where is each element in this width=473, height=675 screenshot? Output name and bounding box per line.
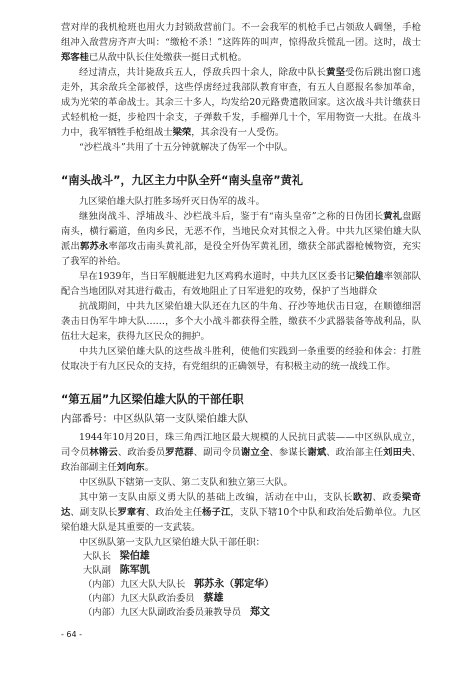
page-number: - 64 -	[61, 630, 83, 639]
cadre-roster	[61, 550, 421, 620]
paragraph: 九区梁伯雄大队打胜多场歼灭日伪军的战斗。	[79, 196, 265, 207]
paragraph: 中区纵队下辖第一支队、第二支队和独立第三大队。	[79, 477, 293, 488]
section-subtitle: 内部番号：中区纵队第一支队梁伯雄大队	[61, 413, 249, 425]
paragraph: 其中第一支队由原义勇大队的基础上改编，活动在中山，支队长欧初、政委梁奇达、副支队长罗章有、政治处主任杨子江，支队下辖10个中队和政治处后勤单位。九区梁伯雄大队是其重要的一支武装。	[61, 492, 421, 533]
section-heading: “第五届”九区梁伯雄大队的干部任职	[61, 393, 244, 406]
paragraph: 经过清点，共计毙敌兵五人，俘敌兵四十余人，除敌中队长黄坚受伤后跳出窗口逃走外，其余敌兵全部被俘，这些俘虏经过我部队教育审查，有五人自愿报名参加革命，成为光荣的革命战士。其余三十多人，均发给20元路费遣散回家。这次战斗共计缴获日式轻机枪一挺，步枪四十余支，子弹数千发，手榴弹几十个，军用物资一大批。在战斗力中，我军牺牲手枪组战士梁荣，其余没有一人受伤。	[61, 67, 421, 138]
roster-row: （内部）九区大队大队长 郭苏永（郭定华）	[83, 579, 275, 590]
document-page	[61, 20, 421, 620]
paragraph: 抗战期间，中共九区梁伯雄大队还在九区的牛角、孖沙等地伏击日寇，在顺德细滘袭击日伪军牛坤大队……，多个大小战斗都获得全胜，缴获不少武器装备等战利品，队伍壮大起来，获得九区民众的拥护。	[61, 301, 421, 342]
paragraph: 早在1939年，当日军舰艇进犯九区鸡鸦水道时，中共九区区委书记梁伯雄率领部队配合当地团队对其进行截击，有效地阻止了日军进犯的攻势，保护了当地群众	[61, 271, 421, 297]
roster-row: （内部）九区大队副政治委员兼教导员 郑文	[83, 607, 270, 618]
roster-row: 大队副 陈军凯	[83, 565, 150, 576]
paragraph: 中区纵队第一支队九区梁伯雄大队干部任职：	[79, 537, 265, 548]
paragraph: 中共九区梁伯雄大队的这些战斗胜利，使他们实践到一条重要的经验和体会：打胜仗取决于有九区民众的支持，有党组织的正确领导，有积极主动的统一战线工作。	[61, 346, 421, 372]
paragraph: “沙栏战斗”共用了十五分钟就解决了伪军一个中队。	[79, 142, 294, 153]
paragraph: 继独岗战斗、浮埔战斗、沙栏战斗后，鉴于有“南头皇帝”之称的日伪团长黄礼盘踞南头，横行霸道，鱼肉乡民，无恶不作，当地民众对其恨之入骨。中共九区梁伯雄大队派出郭苏永率部攻击南头黄礼部，是役全歼伪军黄礼团，缴获全部武器枪械物资，充实了我军的补给。	[61, 211, 421, 267]
roster-row: （内部）九区大队政治委员 蔡雄	[83, 593, 224, 604]
section-heading: “南头战斗”，九区主力中队全歼“南头皇帝”黄礼	[61, 174, 303, 187]
roster-row: 大队长 梁伯雄	[83, 551, 150, 562]
paragraph: 1944年10月20日，珠三角西江地区最大规模的人民抗日武装——中区纵队成立，司令员林锵云、政治委员罗范群、副司令员谢立全、参谋长谢斌、政治部主任刘田夫、政治部副主任刘向东。	[61, 432, 421, 473]
paragraph: 营对岸的我机枪班也用火力封锁敌营前门。不一会我军的机枪手已占领敌人碉堡，手枪组冲入敌营房齐声大叫：“缴枪不杀！”这阵阵的叫声，惊得敌兵慌乱一团。这时，战士郑客桂已从敌中队长住处缴获一挺日式机枪。	[61, 22, 421, 63]
